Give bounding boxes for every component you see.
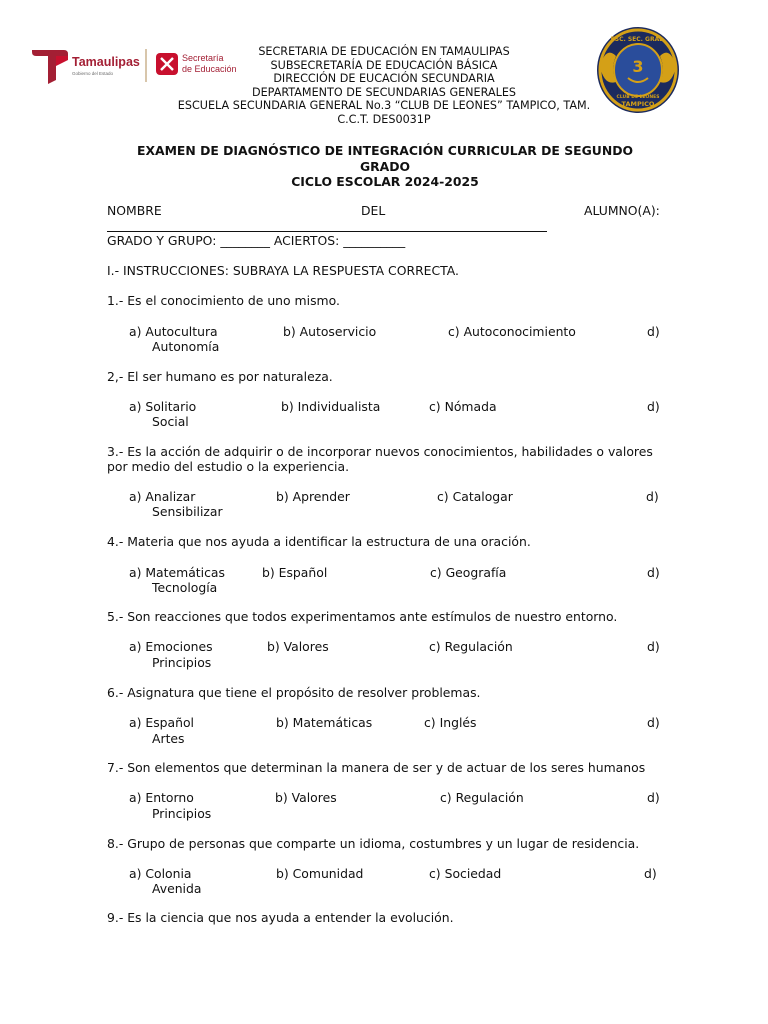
svg-text:ESC. SEC. GRAL.: ESC. SEC. GRAL. [610,36,666,43]
option-a[interactable]: a) Emociones [129,639,213,654]
option-d[interactable]: d) [647,565,660,580]
header-line: SECRETARIA DE EDUCACIÓN EN TAMAULIPAS [258,45,510,58]
question-text: 3.- Es la acción de adquirir o de incorporar nuevos conocimientos, habilidades o valores [107,444,653,459]
option-b[interactable]: b) Español [262,565,328,580]
option-c[interactable]: c) Sociedad [429,866,502,881]
option-d-text[interactable]: Principios [152,655,212,670]
header-line: DIRECCIÓN DE EUCACIÓN SECUNDARIA [273,72,495,86]
svg-text:3: 3 [632,57,644,76]
option-d-text[interactable]: Artes [152,731,185,746]
option-d-text[interactable]: Autonomía [152,339,220,354]
header-line: SUBSECRETARÍA DE EDUCACIÓN BÁSICA [270,58,498,72]
option-a[interactable]: a) Solitario [129,399,197,414]
svg-text:Secretaría: Secretaría [182,53,224,63]
question-text: 8.- Grupo de personas que comparte un idioma, costumbres y un lugar de residencia. [107,836,640,851]
alumno-label: ALUMNO(A): [584,203,660,218]
instructions: I.- INSTRUCCIONES: SUBRAYA LA RESPUESTA CORRECTA. [107,263,459,278]
grado-aciertos-line: GRADO Y GRUPO: ________ ACIERTOS: __________ [107,233,406,248]
option-a[interactable]: a) Autocultura [129,324,218,339]
option-c[interactable]: c) Catalogar [437,489,513,504]
header-line: DEPARTAMENTO DE SECUNDARIAS GENERALES [251,85,516,99]
nombre-label: NOMBRE [107,203,162,218]
svg-text:Gobierno del Estado: Gobierno del Estado [72,71,114,76]
option-d[interactable]: d) [646,489,659,504]
option-b[interactable]: b) Comunidad [276,866,364,881]
option-b[interactable]: b) Individualista [281,399,381,414]
question-text: 9.- Es la ciencia que nos ayuda a entender la evolución. [107,910,454,925]
name-line[interactable] [107,231,547,232]
exam-title: EXAMEN DE DIAGNÓSTICO DE INTEGRACIÓN CURRICULAR DE SEGUNDO GRADO CICLO ESCOLAR 2024-2025 [136,143,634,189]
option-d[interactable]: d) [647,790,660,805]
option-b[interactable]: b) Valores [267,639,329,654]
option-a[interactable]: a) Analizar [129,489,196,504]
option-c[interactable]: c) Inglés [424,715,477,730]
option-d[interactable]: d) [644,866,657,881]
question-text: 1.- Es el conocimiento de uno mismo. [107,293,340,308]
header-line: C.C.T. DES0031P [337,112,431,126]
option-a[interactable]: a) Español [129,715,194,730]
option-c[interactable]: c) Regulación [429,639,513,654]
question-text-cont: por medio del estudio o la experiencia. [107,459,350,474]
question-text: 6.- Asignatura que tiene el propósito de resolver problemas. [107,685,481,700]
option-c[interactable]: c) Autoconocimiento [448,324,576,339]
option-d[interactable]: d) [647,715,660,730]
del-label: DEL [361,203,386,218]
option-d-text[interactable]: Principios [152,806,212,821]
svg-text:TAMPICO: TAMPICO [621,100,655,108]
header-block [150,45,618,127]
svg-text:Tamaulipas: Tamaulipas [72,55,140,69]
option-a[interactable]: a) Matemáticas [129,565,225,580]
option-d-text[interactable]: Tecnología [152,580,218,595]
question-text: 4.- Materia que nos ayuda a identificar la estructura de una oración. [107,534,531,549]
option-c[interactable]: c) Regulación [440,790,524,805]
option-a[interactable]: a) Entorno [129,790,194,805]
option-d-text[interactable]: Sensibilizar [152,504,223,519]
option-c[interactable]: c) Geografía [430,565,507,580]
question-text: 5.- Son reacciones que todos experimentamos ante estímulos de nuestro entorno. [107,609,618,624]
option-c[interactable]: c) Nómada [429,399,497,414]
question-text: 2,- El ser humano es por naturaleza. [107,369,333,384]
svg-text:de Educación: de Educación [182,64,237,74]
question-text: 7.- Son elementos que determinan la manera de ser y de actuar de los seres humanos [107,760,646,775]
option-b[interactable]: b) Autoservicio [283,324,377,339]
option-d[interactable]: d) [647,324,660,339]
option-b[interactable]: b) Valores [275,790,337,805]
option-d[interactable]: d) [647,639,660,654]
option-d-text[interactable]: Social [152,414,189,429]
header-line: ESCUELA SECUNDARIA GENERAL No.3 “CLUB DE LEONES” TAMPICO, TAM. [177,99,591,113]
option-a[interactable]: a) Colonia [129,866,192,881]
option-d[interactable]: d) [647,399,660,414]
option-b[interactable]: b) Aprender [276,489,350,504]
option-d-text[interactable]: Avenida [152,881,202,896]
option-b[interactable]: b) Matemáticas [276,715,373,730]
svg-text:CLUB DE LEONES: CLUB DE LEONES [616,95,660,100]
